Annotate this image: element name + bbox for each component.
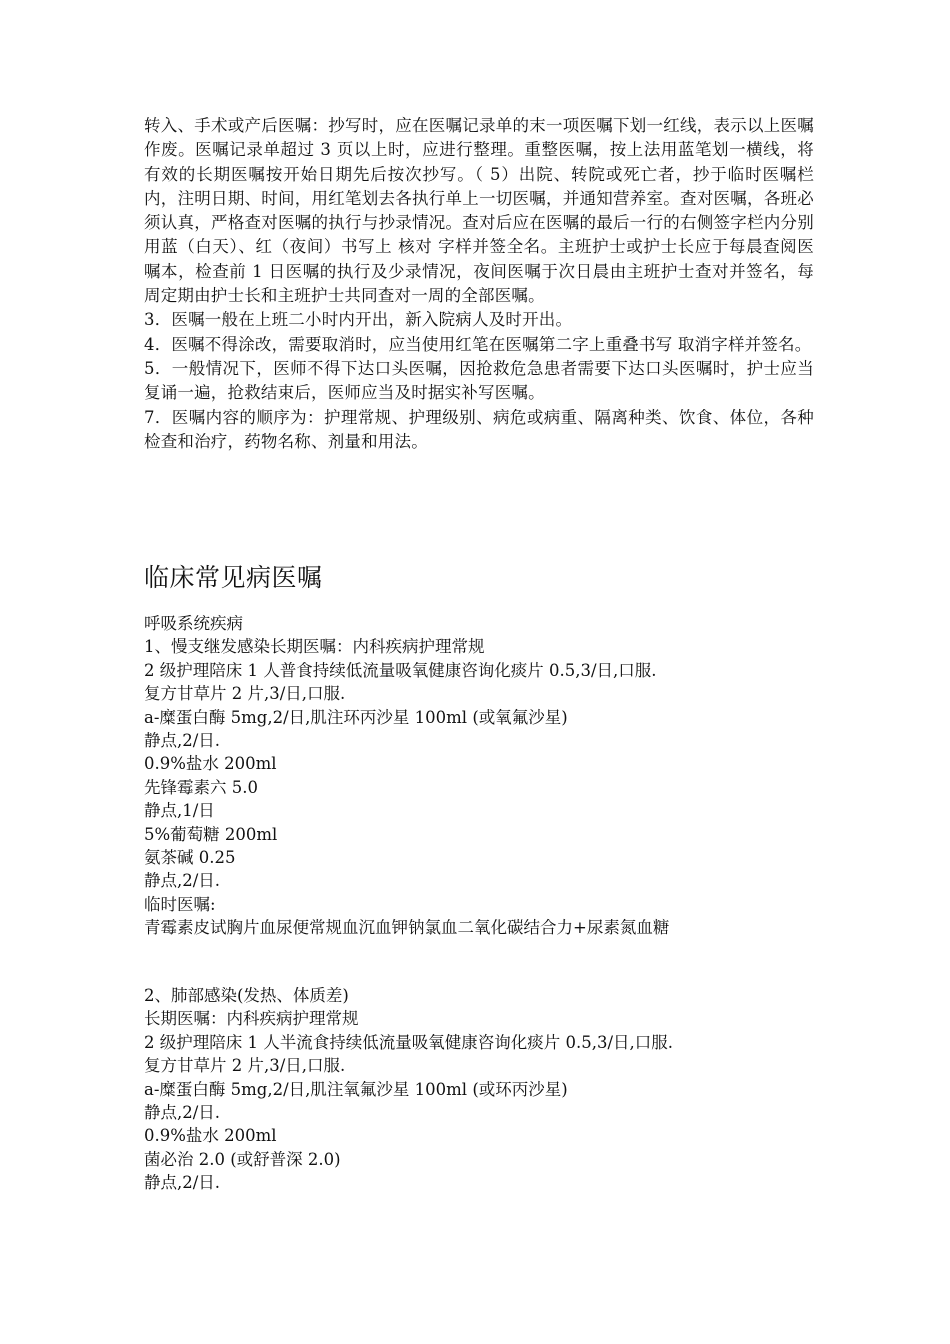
text-line: a-糜蛋白酶 5mg,2/日,肌注氧氟沙星 100ml (或环丙沙星): [144, 1079, 568, 1099]
text-line: 复方甘草片 2 片,3/日,口服.: [144, 684, 346, 704]
text-line: 1、慢支继发感染长期医嘱：内科疾病护理常规: [144, 637, 485, 657]
text-line: 5%葡萄糖 200ml: [144, 824, 278, 844]
text-line: 静点,1/日: [144, 801, 215, 821]
text-line: 菌必治 2.0 (或舒普深 2.0): [144, 1149, 341, 1169]
text-line: 长期医嘱：内科疾病护理常规: [144, 1009, 359, 1029]
text-line: 复方甘草片 2 片,3/日,口服.: [144, 1056, 346, 1076]
intro-paragraph-1: 转入、手术或产后医嘱：抄写时，应在医嘱记录单的末一项医嘱下划一红线，表示以上医嘱作废。医嘱记录单超过 3 页以上时，应进行整理。重整医嘱，按上法用蓝笔划一横线，将有效的长期医嘱按开始日期先后按次抄写。（ 5）出院、转院或死亡者，抄于临时医嘱栏内，注明日期、时间，用红笔划去各执行单上一切医嘱，并通知营养室。查对医嘱，各班必须认真，严格查对医嘱的执行与抄录情况。查对后应在医嘱的最后一行的右侧签字栏内分别用蓝（白天）、红（夜间）书写上 核对 字样并签全名。主班护士或护士长应于每晨查阅医嘱本，检查前 1 日医嘱的执行及少录情况，夜间医嘱于次日晨由主班护士查对并签名，每周定期由护士长和主班护士共同查对一周的全部医嘱。: [144, 116, 814, 306]
respiratory-section-1: [144, 612, 814, 940]
text-line: 临时医嘱:: [144, 894, 216, 914]
intro-paragraph-4: 5．一般情况下，医师不得下达口头医嘱，因抢救危急患者需要下达口头医嘱时，护士应当复诵一遍，抢救结束后，医师应当及时据实补写医嘱。: [144, 358, 814, 403]
text-line: 0.9%盐水 200ml: [144, 754, 277, 774]
intro-paragraph-3: 4．医嘱不得涂改，需要取消时，应当使用红笔在医嘱第二字上重叠书写 取消字样并签名。: [144, 334, 812, 354]
respiratory-section-2: [144, 984, 814, 1195]
text-line: 2 级护理陪床 1 人半流食持续低流量吸氧健康咨询化痰片 0.5,3/日,口服.: [144, 1032, 674, 1052]
text-line: 2、肺部感染(发热、体质差): [144, 986, 349, 1005]
section-heading: 临床常见病医嘱: [144, 563, 323, 592]
text-line: 青霉素皮试胸片血尿便常规血沉血钾钠氯血二氧化碳结合力+尿素氮血糖: [144, 918, 670, 938]
text-line: 静点,2/日.: [144, 1173, 221, 1193]
text-line: 静点,2/日.: [144, 731, 221, 751]
text-line: 静点,2/日.: [144, 871, 221, 891]
intro-paragraph-5: 7．医嘱内容的顺序为：护理常规、护理级别、病危或病重、隔离种类、饮食、体位，各种检查和治疗，药物名称、剂量和用法。: [144, 407, 814, 451]
text-line: 静点,2/日.: [144, 1103, 221, 1123]
text-line: 2 级护理陪床 1 人普食持续低流量吸氧健康咨询化痰片 0.5,3/日,口服.: [144, 660, 657, 680]
text-line: 先锋霉素六 5.0: [144, 777, 258, 797]
intro-text: [144, 114, 814, 454]
intro-paragraph-2: 3．医嘱一般在上班二小时内开出，新入院病人及时开出。: [144, 310, 573, 330]
text-line: a-糜蛋白酶 5mg,2/日,肌注环丙沙星 100ml (或氧氟沙星): [144, 707, 568, 727]
text-line: 氨茶碱 0.25: [144, 848, 236, 868]
text-line: 0.9%盐水 200ml: [144, 1126, 277, 1146]
text-line: 呼吸系统疾病: [144, 614, 243, 633]
